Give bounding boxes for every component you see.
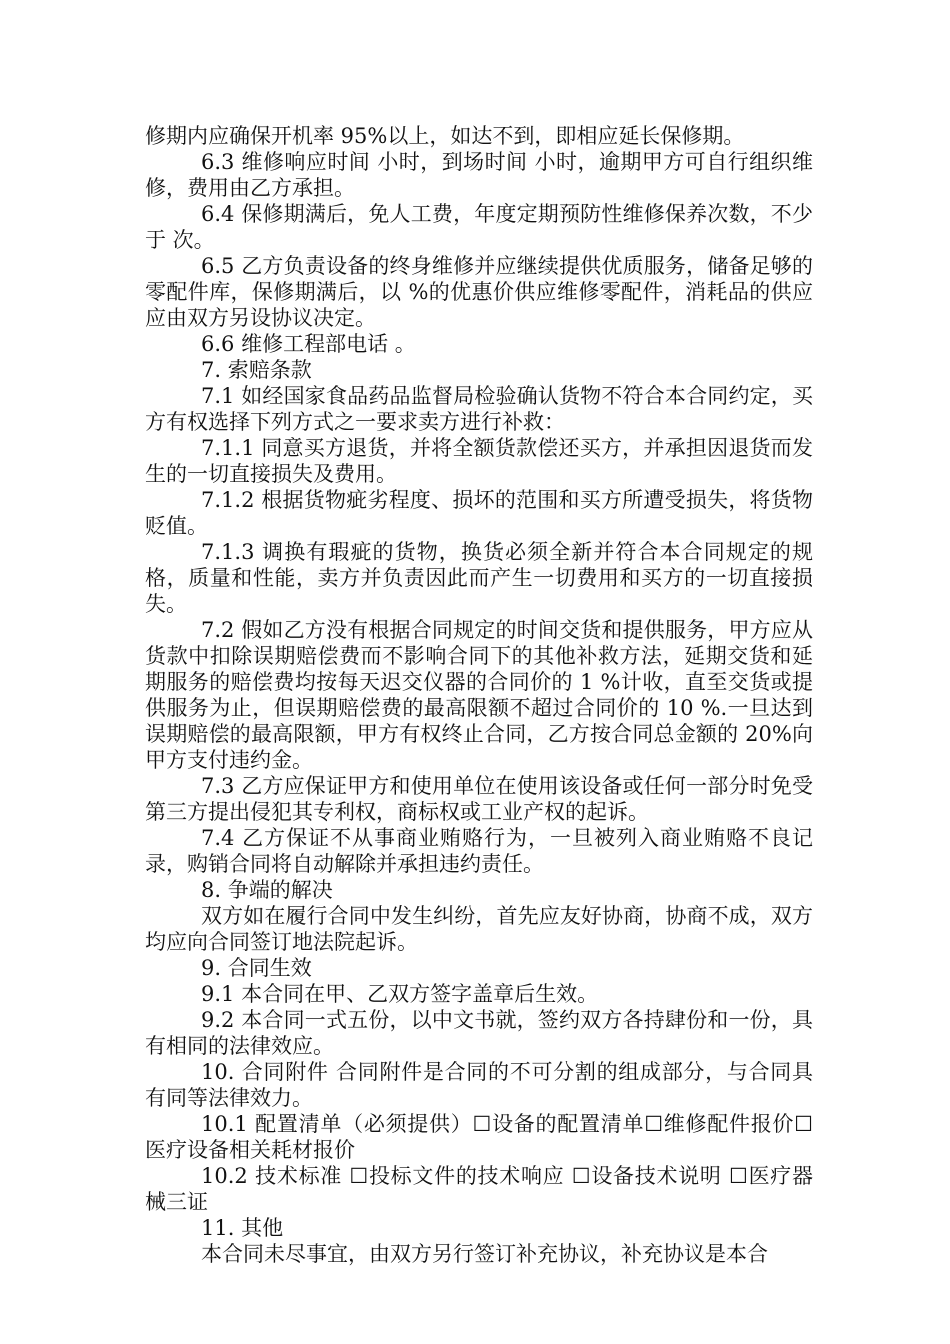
paragraph-other: 本合同未尽事宜，由双方另行签订补充协议，补充协议是本合 bbox=[201, 1242, 768, 1266]
paragraph-9-1: 9.1 本合同在甲、乙双方签字盖章后生效。 bbox=[201, 982, 599, 1006]
paragraph-warranty-uptime: 修期内应确保开机率 95%以上，如达不到，即相应延长保修期。 bbox=[145, 124, 745, 148]
section-heading-disputes: 8. 争端的解决 bbox=[201, 878, 333, 902]
paragraph-7-1-1: 7.1.1 同意买方退货，并将全额货款偿还买方，并承担因退货而发生的一切直接损失及费用。 bbox=[145, 436, 813, 486]
paragraph-7-2: 7.2 假如乙方没有根据合同规定的时间交货和提供服务，甲方应从货款中扣除误期赔偿费而不影响合同下的其他补救方法，延期交货和延期服务的赔偿费均按每天迟交仪器的合同价的 1 %计收，直至交货或提供服务为止，但误期赔偿费的最高限额不超过合同价的 10 %.一旦达到误期赔偿的最高限额，甲方有权终止合同，乙方按合同总金额的 20%向甲方支付违约金。 bbox=[145, 618, 813, 772]
paragraph-10-1: 10.1 配置清单（必须提供）☐设备的配置清单☐维修配件报价☐医疗设备相关耗材报价 bbox=[145, 1112, 813, 1162]
document-body bbox=[145, 123, 813, 1267]
paragraph-7-1: 7.1 如经国家食品药品监督局检验确认货物不符合本合同约定，买方有权选择下列方式之一要求卖方进行补救： bbox=[145, 384, 813, 434]
section-heading-effect: 9. 合同生效 bbox=[201, 956, 312, 980]
paragraph-6-4: 6.4 保修期满后，免人工费，年度定期预防性维修保养次数，不少于 次。 bbox=[145, 202, 813, 252]
section-heading-claims: 7. 索赔条款 bbox=[201, 358, 312, 382]
paragraph-10: 10. 合同附件 合同附件是合同的不可分割的组成部分，与合同具有同等法律效力。 bbox=[145, 1060, 813, 1110]
paragraph-6-5: 6.5 乙方负责设备的终身维修并应继续提供优质服务，储备足够的零配件库，保修期满后，以 %的优惠价供应维修零配件，消耗品的供应应由双方另设协议决定。 bbox=[145, 254, 813, 330]
section-heading-other: 11. 其他 bbox=[201, 1216, 284, 1240]
paragraph-6-3: 6.3 维修响应时间 小时，到场时间 小时，逾期甲方可自行组织维修，费用由乙方承担。 bbox=[145, 150, 813, 200]
paragraph-10-2: 10.2 技术标准 ☐投标文件的技术响应 ☐设备技术说明 ☐医疗器械三证 bbox=[145, 1164, 813, 1214]
paragraph-9-2: 9.2 本合同一式五份，以中文书就，签约双方各持肆份和一份，具有相同的法律效应。 bbox=[145, 1008, 813, 1058]
paragraph-disputes: 双方如在履行合同中发生纠纷，首先应友好协商，协商不成，双方均应向合同签订地法院起诉。 bbox=[145, 904, 813, 954]
paragraph-7-1-3: 7.1.3 调换有瑕疵的货物，换货必须全新并符合本合同规定的规格，质量和性能，卖方并负责因此而产生一切费用和买方的一切直接损失。 bbox=[145, 540, 813, 616]
paragraph-7-4: 7.4 乙方保证不从事商业贿赂行为，一旦被列入商业贿赂不良记录，购销合同将自动解除并承担违约责任。 bbox=[145, 826, 813, 876]
paragraph-7-1-2: 7.1.2 根据货物疵劣程度、损坏的范围和买方所遭受损失，将货物贬值。 bbox=[145, 488, 813, 538]
paragraph-7-3: 7.3 乙方应保证甲方和使用单位在使用该设备或任何一部分时免受第三方提出侵犯其专利权，商标权或工业产权的起诉。 bbox=[145, 774, 813, 824]
paragraph-6-6: 6.6 维修工程部电话 。 bbox=[201, 332, 416, 356]
